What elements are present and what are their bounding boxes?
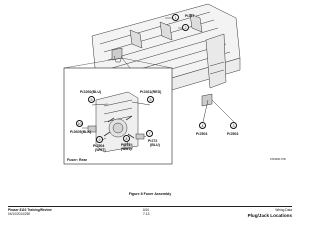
inset-label-p71: P/J71 xyxy=(121,143,131,147)
inset-callout-10: 10 xyxy=(77,122,82,126)
footer-center-line2: 7-13 xyxy=(143,212,150,216)
inset-label-blk: P/J605(BLK) xyxy=(70,130,92,134)
inset-callout-7: 7 xyxy=(146,130,153,137)
figure-caption: Figure 8 Fuser Assembly xyxy=(128,192,172,196)
callout-2: 2 xyxy=(182,24,189,31)
callout-3: 3 xyxy=(230,122,237,129)
inset-callout-red: 5 xyxy=(147,96,154,103)
connector-label-4: P/J503 xyxy=(196,132,208,136)
inset-callout-blu: 5 xyxy=(88,96,95,103)
inset-label-p72: P/J72 xyxy=(148,139,158,143)
callout-4: 4 xyxy=(199,122,206,129)
top-connector-label: P/J47 xyxy=(185,14,195,18)
footer-right-line1: Wiring Data xyxy=(275,208,292,212)
callout-1: 1 xyxy=(172,14,179,21)
footer-left-line2: 04/10/2014/250 xyxy=(8,212,31,216)
inset-sub-p71: (WHT) xyxy=(121,147,132,151)
footer-left-line1: Phaser 8110 Training/Review xyxy=(8,208,52,212)
figure-id: 0743000-TNF xyxy=(270,158,287,161)
footer-divider xyxy=(8,206,292,207)
inset-label-red: P/J261(RED) xyxy=(140,90,162,94)
inset-callout-8: 8 xyxy=(123,135,130,142)
inset-sub-p72: (BLU) xyxy=(150,143,160,147)
inset-sub-p504: (WHT) xyxy=(95,148,106,152)
connector-label-3: P/J503 xyxy=(227,132,239,136)
inset-callout-9: 9 xyxy=(96,136,103,143)
inset-label-p504: P/J504 xyxy=(93,144,105,148)
inset-title: Fuser: Rear xyxy=(67,158,87,162)
footer-page-title: Plug/Jack Locations xyxy=(247,213,292,218)
inset-label-blu: P/J260(BLU) xyxy=(80,90,102,94)
footer-center-line1: 6/10 xyxy=(143,208,150,212)
